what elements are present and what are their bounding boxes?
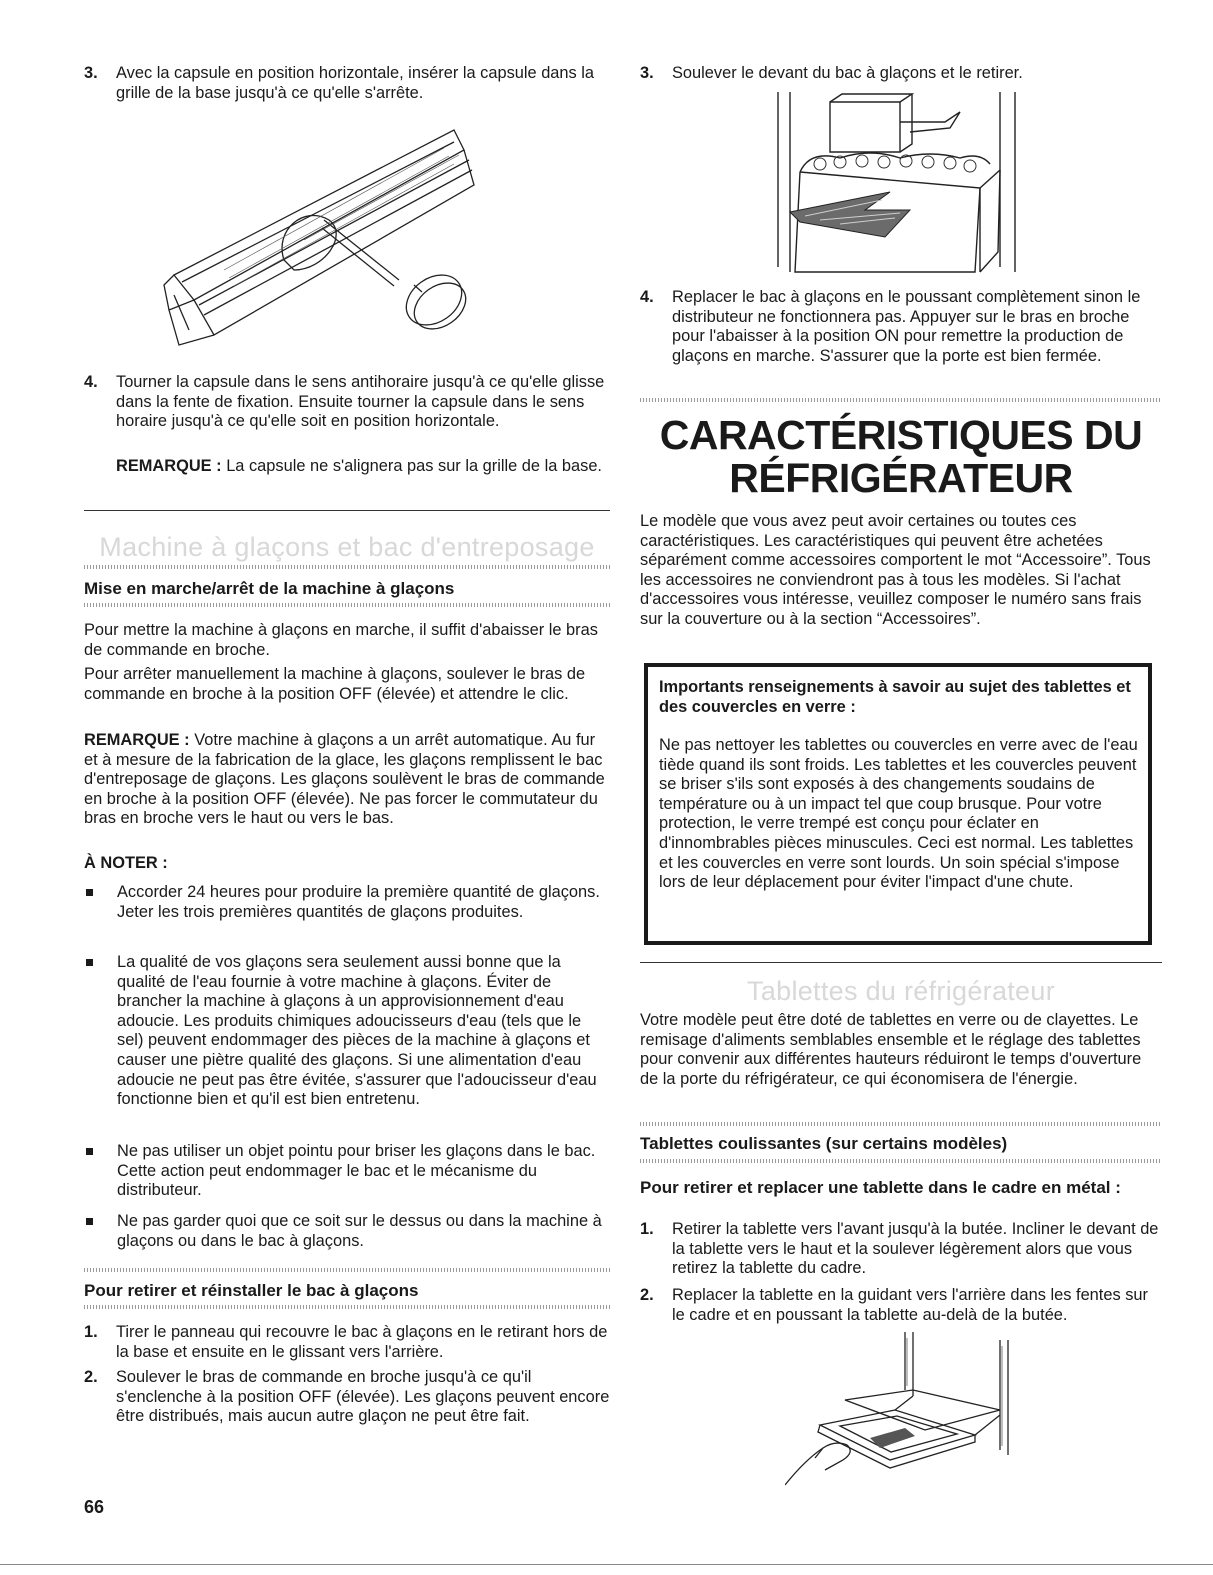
para-turn-off: Pour arrêter manuellement la machine à glaçons, soulever le bras de commande en broche à la position OFF (élevée) et attendre le clic. (84, 665, 586, 703)
capsule-grille-illustration (154, 110, 484, 350)
step-text: Avec la capsule en position horizontale, insérer la capsule dans la grille de la base jusqu'à ce qu'elle s'arrête. (116, 64, 595, 102)
step-3-lift-bin (640, 64, 1162, 84)
bullet-text: La qualité de vos glaçons sera seulement aussi bonne que la qualité de l'eau fournie à votre machine à glaçons. Éviter de brancher la machine à glaçons à un approvisionnement d'eau adoucie. Les produits chimiques adoucisseurs d'eau (tels que le sel) peuvent endommager des pièces de la machine à glaçons et causer une piètre qualité des glaçons. Si une alimentation d'eau adoucie ne peut pas être évitée, s'assurer que l'adoucisseur d'eau fonctionne bien et qu'il est bien entretenu. (117, 953, 597, 1109)
hatch-divider (84, 1268, 610, 1272)
features-title-line-2: RÉFRIGÉRATEUR (729, 455, 1073, 501)
step-2-lift-arm (84, 1368, 610, 1427)
remarque-label: REMARQUE : (116, 457, 222, 475)
page-number: 66 (84, 1497, 105, 1517)
bullet-square-icon (86, 1218, 93, 1225)
features-title-line-1: CARACTÉRISTIQUES DU (659, 412, 1143, 458)
section-title-shelves: Tablettes du réfrigérateur (747, 976, 1055, 1006)
notice-text: Ne pas nettoyer les tablettes ou couvercles en verre avec de l'eau tiède quand ils sont froids. Les tablettes et les couvercles peuvent se briser s'ils sont exposés à des changements soudains de température ou à un impact tel que coup brusque. Pour votre protection, le verre trempé est conçu pour éclater en d'innombrables pièces minuscules. Ceci est normal. Les tablettes et les couvercles en verre sont lourds. Un soin spécial s'impose lors de leur déplacement pour éviter l'impact d'une chute. (659, 736, 1138, 892)
step-2-replace-shelf (640, 1286, 1162, 1325)
section-title-ice-maker: Machine à glaçons et bac d'entreposage (99, 532, 595, 562)
step-text: Replacer la tablette en la guidant vers l'arrière dans les fentes sur le cadre et en poussant la tablette au-delà de la butée. (672, 1286, 1148, 1324)
step-number: 2. (84, 1368, 98, 1386)
step-4-replace-bin (640, 288, 1162, 366)
bullet-item (84, 953, 610, 1110)
bullet-item (84, 1142, 610, 1201)
bullet-item (84, 1212, 610, 1251)
step-text: Tirer le panneau qui recouvre le bac à glaçons en le retirant hors de la base et ensuite en le glissant vers l'arrière. (116, 1323, 608, 1361)
hatch-divider (640, 1159, 1162, 1163)
sliding-shelf-illustration (785, 1330, 1025, 1490)
para-turn-on: Pour mettre la machine à glaçons en marche, il suffit d'abaisser le bras de commande en broche. (84, 621, 598, 659)
step-text: Soulever le devant du bac à glaçons et le retirer. (672, 64, 1023, 82)
hatch-divider (84, 565, 610, 569)
step-number: 1. (84, 1323, 98, 1341)
remarque-auto-stop (84, 731, 610, 829)
subheading-remove-shelf-metal-frame: Pour retirer et replacer une tablette dans le cadre en métal : (640, 1178, 1121, 1197)
step-3-insert-capsule (84, 64, 610, 103)
remarque-label: REMARQUE : (84, 731, 190, 749)
step-text: Soulever le bras de commande en broche jusqu'à ce qu'il s'enclenche à la position OFF (élevée). Les glaçons peuvent encore être distribués, mais aucun autre glaçon ne peut être fait. (116, 1368, 610, 1426)
section-rule (84, 510, 610, 511)
step-number: 1. (640, 1220, 654, 1238)
step-1-pull-shelf (640, 1220, 1162, 1279)
step-4-turn-capsule (84, 373, 610, 432)
step-number: 4. (640, 288, 654, 306)
step-number: 3. (84, 64, 98, 82)
subheading-ice-maker-on-off: Mise en marche/arrêt de la machine à glaçons (84, 579, 455, 598)
hatch-divider (84, 603, 610, 607)
remarque-text: Votre machine à glaçons a un arrêt automatique. Au fur et à mesure de la fabrication de la glace, les glaçons remplissent le bac d'entreposage de glaçons. Les glaçons soulèvent le bras de commande en broche à la position OFF (élevée). Ne pas forcer le commutateur du bras en broche vers le haut ou vers le bas. (84, 731, 605, 828)
step-text: Tourner la capsule dans le sens antihoraire jusqu'à ce qu'elle glisse dans la fente de fixation. Ensuite tourner la capsule dans le sens horaire jusqu'à ce qu'elle soit en position horizontale. (116, 373, 605, 431)
subheading-remove-ice-bin: Pour retirer et réinstaller le bac à glaçons (84, 1281, 419, 1300)
bullet-square-icon (86, 959, 93, 966)
hatch-divider (640, 398, 1162, 402)
remarque-capsule (116, 457, 610, 477)
remarque-text: La capsule ne s'alignera pas sur la grille de la base. (221, 457, 602, 475)
page-bottom-rule (0, 1564, 1213, 1565)
shelves-paragraph: Votre modèle peut être doté de tablettes en verre ou de clayettes. Le remisage d'aliments semblables ensemble et le réglage des tablettes pour convenir aux différentes hauteurs réduiront le temps d'ouverture de la porte du réfrigérateur, ce qui économisera de l'énergie. (640, 1011, 1142, 1088)
bullet-item (84, 883, 610, 922)
bullet-text: Ne pas utiliser un objet pointu pour briser les glaçons dans le bac. Cette action peut endommager le bac et le mécanisme du distributeur. (117, 1142, 596, 1200)
step-number: 4. (84, 373, 98, 391)
ice-bin-illustration (770, 92, 1030, 277)
step-1-pull-panel (84, 1323, 610, 1362)
hatch-divider (84, 1305, 610, 1309)
features-intro-paragraph: Le modèle que vous avez peut avoir certaines ou toutes ces caractéristiques. Les caractéristiques qui peuvent être achetées séparément comme accessoires comportent le mot “Accessoire”. Tous les accessoires ne conviendront pas à tous les modèles. Si l'achat d'accessoires vous intéresse, veuillez composer le numéro sans frais sur la couverture ou à la section “Accessoires”. (640, 512, 1151, 628)
bullet-text: Ne pas garder quoi que ce soit sur le dessus ou dans la machine à glaçons ou dans le bac à glaçons. (117, 1212, 602, 1250)
a-noter-heading: À NOTER : (84, 854, 168, 872)
step-text: Retirer la tablette vers l'avant jusqu'à la butée. Incliner le devant de la tablette vers le haut et la soulever légèrement alors que vous retirez la tablette du cadre. (672, 1220, 1159, 1278)
step-text: Replacer le bac à glaçons en le poussant complètement sinon le distributeur ne fonctionnera pas. Appuyer sur le bras en broche pour l'abaisser à la position ON pour remettre la production de glaçons en marche. S'assurer que la porte est bien fermée. (672, 288, 1141, 365)
bullet-text: Accorder 24 heures pour produire la première quantité de glaçons. Jeter les trois premières quantités de glaçons produites. (117, 883, 600, 921)
glass-shelves-notice-box (644, 663, 1152, 945)
notice-heading: Importants renseignements à savoir au sujet des tablettes et des couvercles en verre : (659, 678, 1131, 716)
step-number: 2. (640, 1286, 654, 1304)
bullet-square-icon (86, 1148, 93, 1155)
subheading-sliding-shelves: Tablettes coulissantes (sur certains modèles) (640, 1134, 1008, 1153)
step-number: 3. (640, 64, 654, 82)
hatch-divider (640, 1122, 1162, 1126)
section-rule (640, 962, 1162, 963)
bullet-square-icon (86, 889, 93, 896)
